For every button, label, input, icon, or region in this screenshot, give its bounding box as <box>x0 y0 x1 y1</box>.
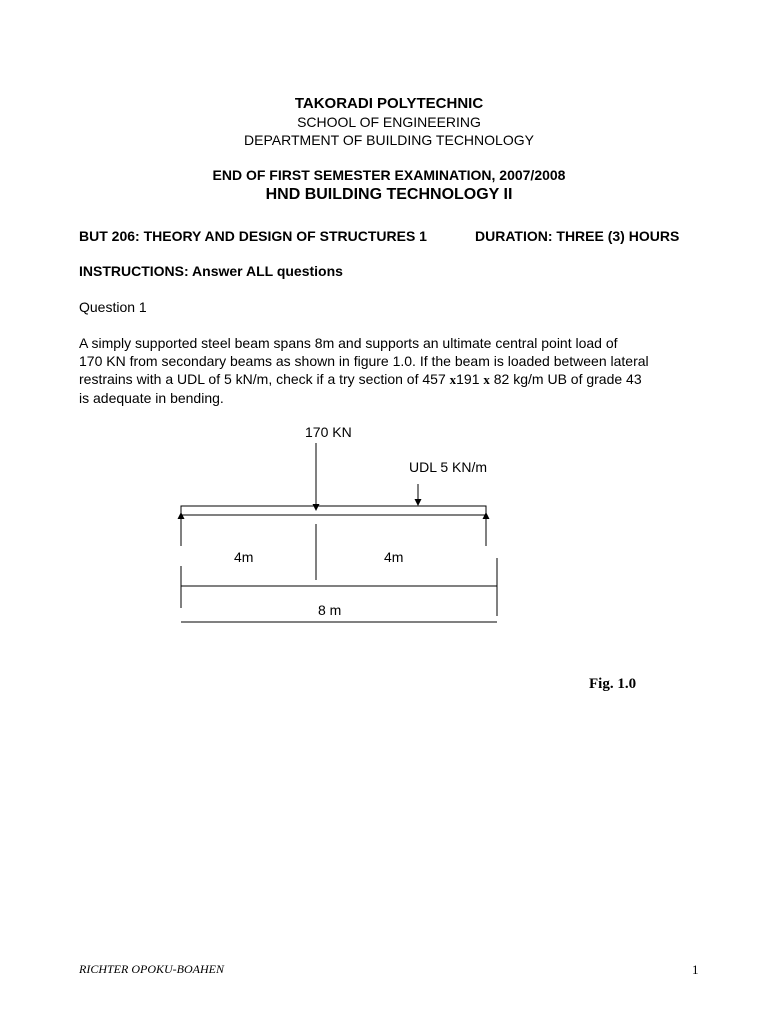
question-line: A simply supported steel beam spans 8m and supports an ultimate central point load of <box>79 335 618 351</box>
footer-author: RICHTER OPOKU-BOAHEN <box>79 962 224 976</box>
figure-caption: Fig. 1.0 <box>589 676 637 692</box>
left-span-label: 4m <box>234 549 254 565</box>
times-symbol: x <box>449 372 457 387</box>
institution-title: TAKORADI POLYTECHNIC <box>294 95 484 112</box>
school-name: SCHOOL OF ENGINEERING <box>297 114 481 130</box>
course-code-title: BUT 206: THEORY AND DESIGN OF STRUCTURES 1 <box>79 228 427 244</box>
right-span-label: 4m <box>384 549 404 565</box>
udl-arrowhead <box>415 499 422 506</box>
point-load-label: 170 KN <box>305 424 352 440</box>
exam-instructions: INSTRUCTIONS: Answer ALL questions <box>79 263 343 279</box>
exam-title: END OF FIRST SEMESTER EXAMINATION, 2007/2008 <box>212 167 566 183</box>
question-line: 170 KN from secondary beams as shown in figure 1.0. If the beam is loaded between lateral <box>79 353 649 369</box>
question-fragment: restrains with a UDL of 5 kN/m, check if a try section of 457 <box>79 371 450 387</box>
question-fragment: 191 <box>456 371 484 387</box>
program-title: HND BUILDING TECHNOLOGY II <box>265 186 513 203</box>
point-load-arrowhead <box>313 504 320 511</box>
department-name: DEPARTMENT OF BUILDING TECHNOLOGY <box>244 132 534 148</box>
udl-label: UDL 5 KN/m <box>409 459 488 475</box>
question-line: is adequate in bending. <box>79 390 224 406</box>
exam-duration: DURATION: THREE (3) HOURS <box>475 228 680 244</box>
question-label: Question 1 <box>79 299 147 315</box>
times-symbol: x <box>483 372 490 387</box>
beam <box>181 506 486 515</box>
page-number: 1 <box>692 962 699 977</box>
total-span-label: 8 m <box>318 602 342 618</box>
question-fragment: 82 kg/m UB of grade 43 <box>489 371 642 387</box>
